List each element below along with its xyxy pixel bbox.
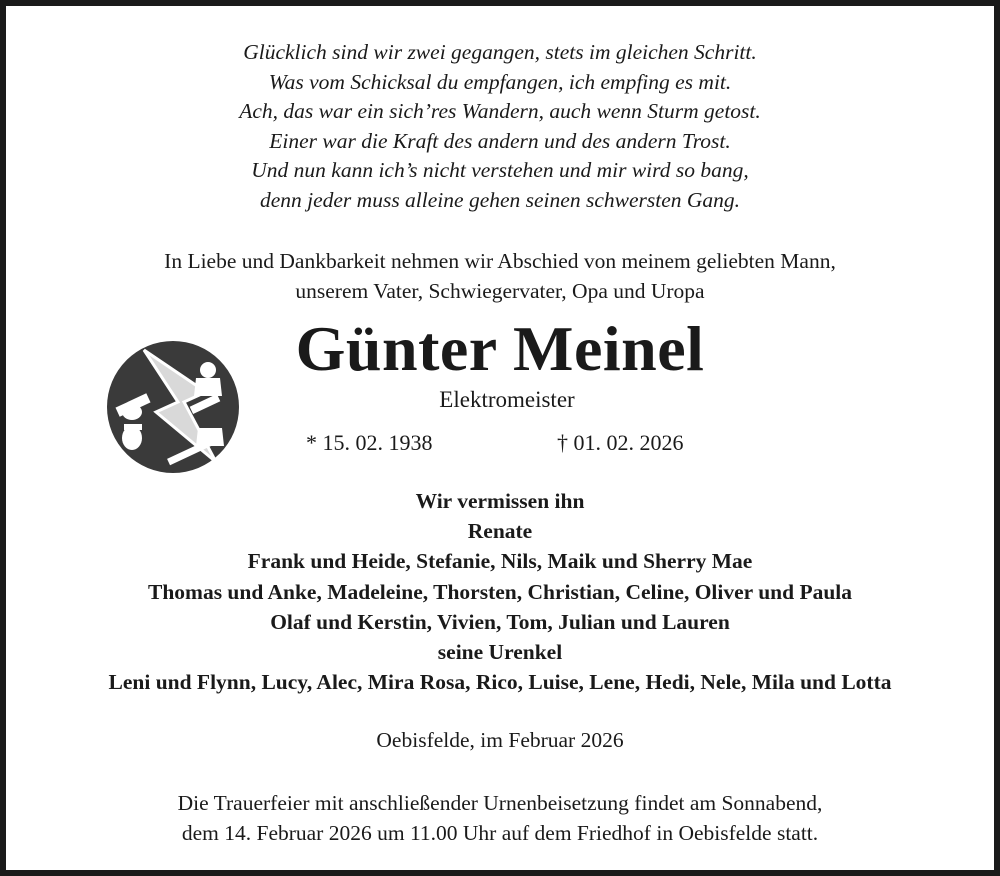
funeral-service-info bbox=[6, 788, 994, 848]
intro-line: In Liebe und Dankbarkeit nehmen wir Abschied von meinem geliebten Mann, bbox=[164, 249, 836, 273]
mourners-line: Frank und Heide, Stefanie, Nils, Maik und Sherry Mae bbox=[247, 549, 753, 574]
mourners-line: Renate bbox=[467, 519, 533, 544]
service-line: dem 14. Februar 2026 um 11.00 Uhr auf dem Friedhof in Oebisfelde statt. bbox=[181, 821, 819, 845]
mourners-line: Wir vermissen ihn bbox=[415, 489, 585, 513]
poem-line: Einer war die Kraft des andern und des andern Trost. bbox=[269, 128, 731, 153]
deceased-occupation: Elektromeister bbox=[439, 387, 575, 412]
death-date: † 01. 02. 2026 bbox=[557, 430, 684, 455]
mourners-line: Leni und Flynn, Lucy, Alec, Mira Rosa, Rico, Luise, Lene, Hedi, Nele, Mila und Lotta bbox=[108, 670, 892, 695]
birth-date: * 15. 02. 1938 bbox=[306, 430, 433, 455]
mourners-list bbox=[6, 486, 994, 697]
mourners-line: seine Urenkel bbox=[437, 640, 563, 665]
service-line: Die Trauerfeier mit anschließender Urnenbeisetzung findet am Sonnabend, bbox=[177, 791, 823, 815]
farewell-intro bbox=[6, 246, 994, 306]
place-date: Oebisfelde, im Februar 2026 bbox=[376, 728, 624, 752]
poem-line: Glücklich sind wir zwei gegangen, stets im gleichen Schritt. bbox=[243, 40, 757, 64]
poem-line: Ach, das war ein sich’res Wandern, auch wenn Sturm getost. bbox=[239, 99, 761, 124]
poem bbox=[6, 38, 994, 216]
intro-line: unserem Vater, Schwiegervater, Opa und Uropa bbox=[295, 279, 705, 303]
deceased-name: Günter Meinel bbox=[295, 313, 705, 384]
poem-line: Und nun kann ich’s nicht verstehen und mir wird so bang, bbox=[251, 158, 749, 183]
poem-line: denn jeder muss alleine gehen seinen schwersten Gang. bbox=[259, 187, 741, 212]
mourners-line: Olaf und Kerstin, Vivien, Tom, Julian und Lauren bbox=[270, 609, 730, 634]
mourners-line: Thomas und Anke, Madeleine, Thorsten, Christian, Celine, Oliver und Paula bbox=[147, 579, 853, 604]
poem-line: Was vom Schicksal du empfangen, ich empfing es mit. bbox=[268, 69, 732, 94]
